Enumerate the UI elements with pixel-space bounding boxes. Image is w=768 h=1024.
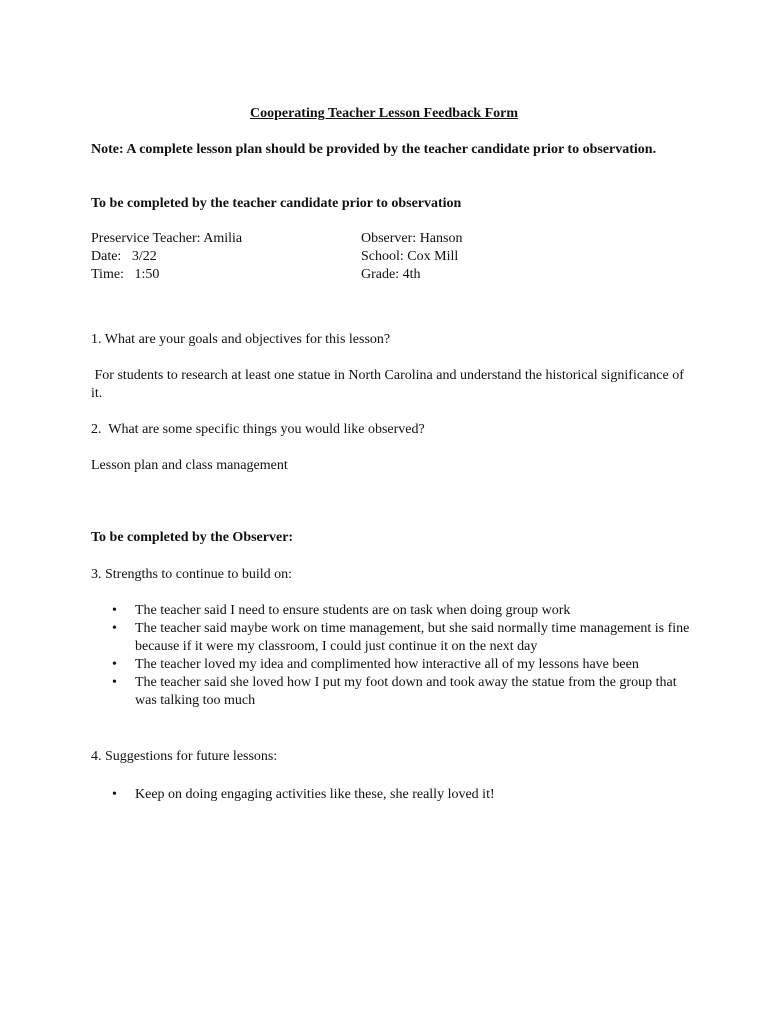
preservice-teacher-field: Preservice Teacher: Amilia xyxy=(91,231,243,246)
question-4: 4. Suggestions for future lessons: xyxy=(91,749,278,764)
strength-text: The teacher loved my idea and complimented how interactive all of my lessons have been xyxy=(135,657,639,672)
answer-1: For students to research at least one statue in North Carolina and understand the historical significance of it. xyxy=(91,368,688,401)
strengths-list xyxy=(91,602,691,710)
observer-field: Observer: Hanson xyxy=(361,231,463,246)
list-item xyxy=(91,674,691,710)
list-item xyxy=(91,620,691,656)
list-item xyxy=(91,786,691,804)
form-title: Cooperating Teacher Lesson Feedback Form xyxy=(249,106,519,121)
question-1: 1. What are your goals and objectives for this lesson? xyxy=(91,332,391,347)
strength-text: The teacher said maybe work on time management, but she said normally time management is fine because if it were my classroom, I could just continue it on the next day xyxy=(135,621,690,654)
observer-section-heading: To be completed by the Observer: xyxy=(91,530,294,545)
question-2: 2. What are some specific things you would like observed? xyxy=(91,422,425,437)
strength-text: The teacher said she loved how I put my foot down and took away the statue from the group that was talking too much xyxy=(135,675,677,708)
list-item xyxy=(91,602,691,620)
time-field: Time: 1:50 xyxy=(91,267,160,282)
date-field: Date: 3/22 xyxy=(91,249,157,264)
suggestions-list xyxy=(91,786,691,804)
bullet-icon: • xyxy=(112,675,117,690)
bullet-icon: • xyxy=(112,621,117,636)
bullet-icon: • xyxy=(112,603,117,618)
grade-field: Grade: 4th xyxy=(361,267,421,282)
list-item xyxy=(91,656,691,674)
question-3: 3. Strengths to continue to build on: xyxy=(91,567,293,582)
answer-2: Lesson plan and class management xyxy=(91,458,288,473)
bullet-icon: • xyxy=(112,657,117,672)
note-text: Note: A complete lesson plan should be provided by the teacher candidate prior to observation. xyxy=(91,142,657,157)
suggestion-text: Keep on doing engaging activities like these, she really loved it! xyxy=(135,787,495,802)
strength-text: The teacher said I need to ensure students are on task when doing group work xyxy=(135,603,571,618)
candidate-section-heading: To be completed by the teacher candidate prior to observation xyxy=(91,196,462,211)
bullet-icon: • xyxy=(112,787,117,802)
school-field: School: Cox Mill xyxy=(361,249,459,264)
